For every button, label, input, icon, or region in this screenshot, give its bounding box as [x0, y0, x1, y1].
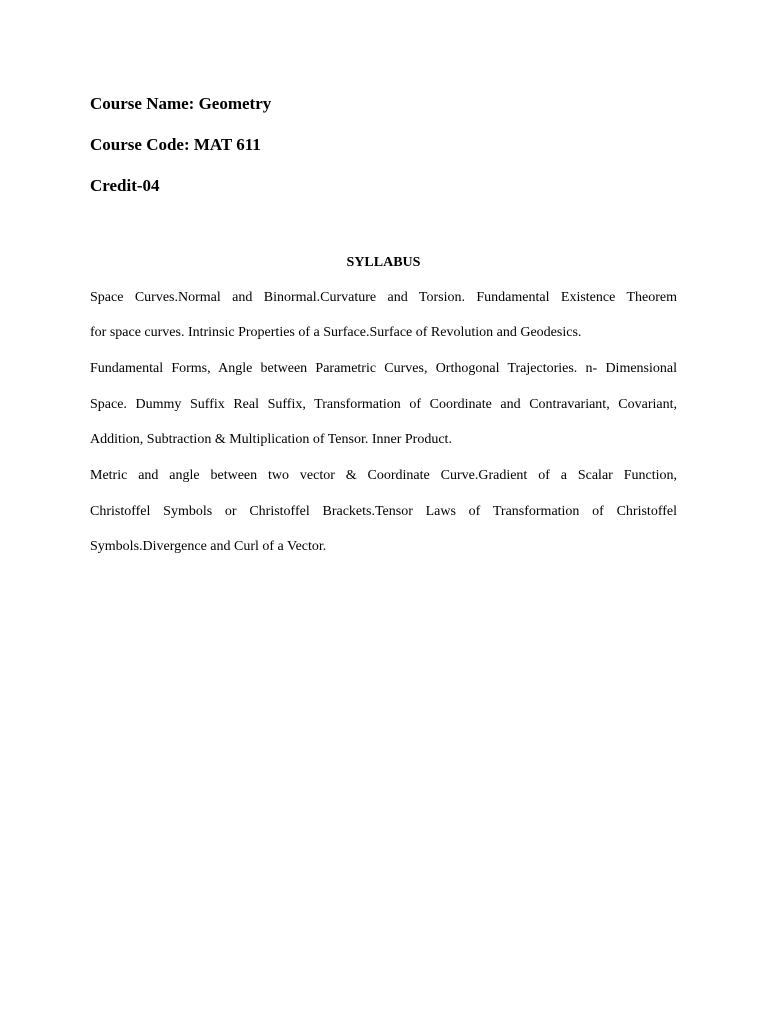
course-credit: Credit-04 [90, 176, 160, 195]
course-name: Course Name: Geometry [90, 94, 272, 113]
syllabus-line: for space curves. Intrinsic Properties of a Surface.Surface of Revolution and Geodesics. [90, 325, 582, 340]
syllabus-line: Addition, Subtraction & Multiplication of Tensor. Inner Product. [90, 432, 452, 447]
syllabus-line: Space Curves.Normal and Binormal.Curvature and Torsion. Fundamental Existence Theorem [90, 290, 677, 305]
syllabus-line: Symbols.Divergence and Curl of a Vector. [90, 539, 327, 554]
syllabus-line: Fundamental Forms, Angle between Parametric Curves, Orthogonal Trajectories. n- Dimensional [90, 361, 677, 376]
syllabus-line: Christoffel Symbols or Christoffel Brackets.Tensor Laws of Transformation of Christoffel [90, 504, 677, 519]
syllabus-line: Metric and angle between two vector & Coordinate Curve.Gradient of a Scalar Function, [90, 468, 677, 483]
syllabus-title: SYLLABUS [346, 255, 421, 270]
syllabus-line: Space. Dummy Suffix Real Suffix, Transformation of Coordinate and Contravariant, Covariant, [90, 397, 677, 412]
course-code: Course Code: MAT 611 [90, 135, 261, 154]
